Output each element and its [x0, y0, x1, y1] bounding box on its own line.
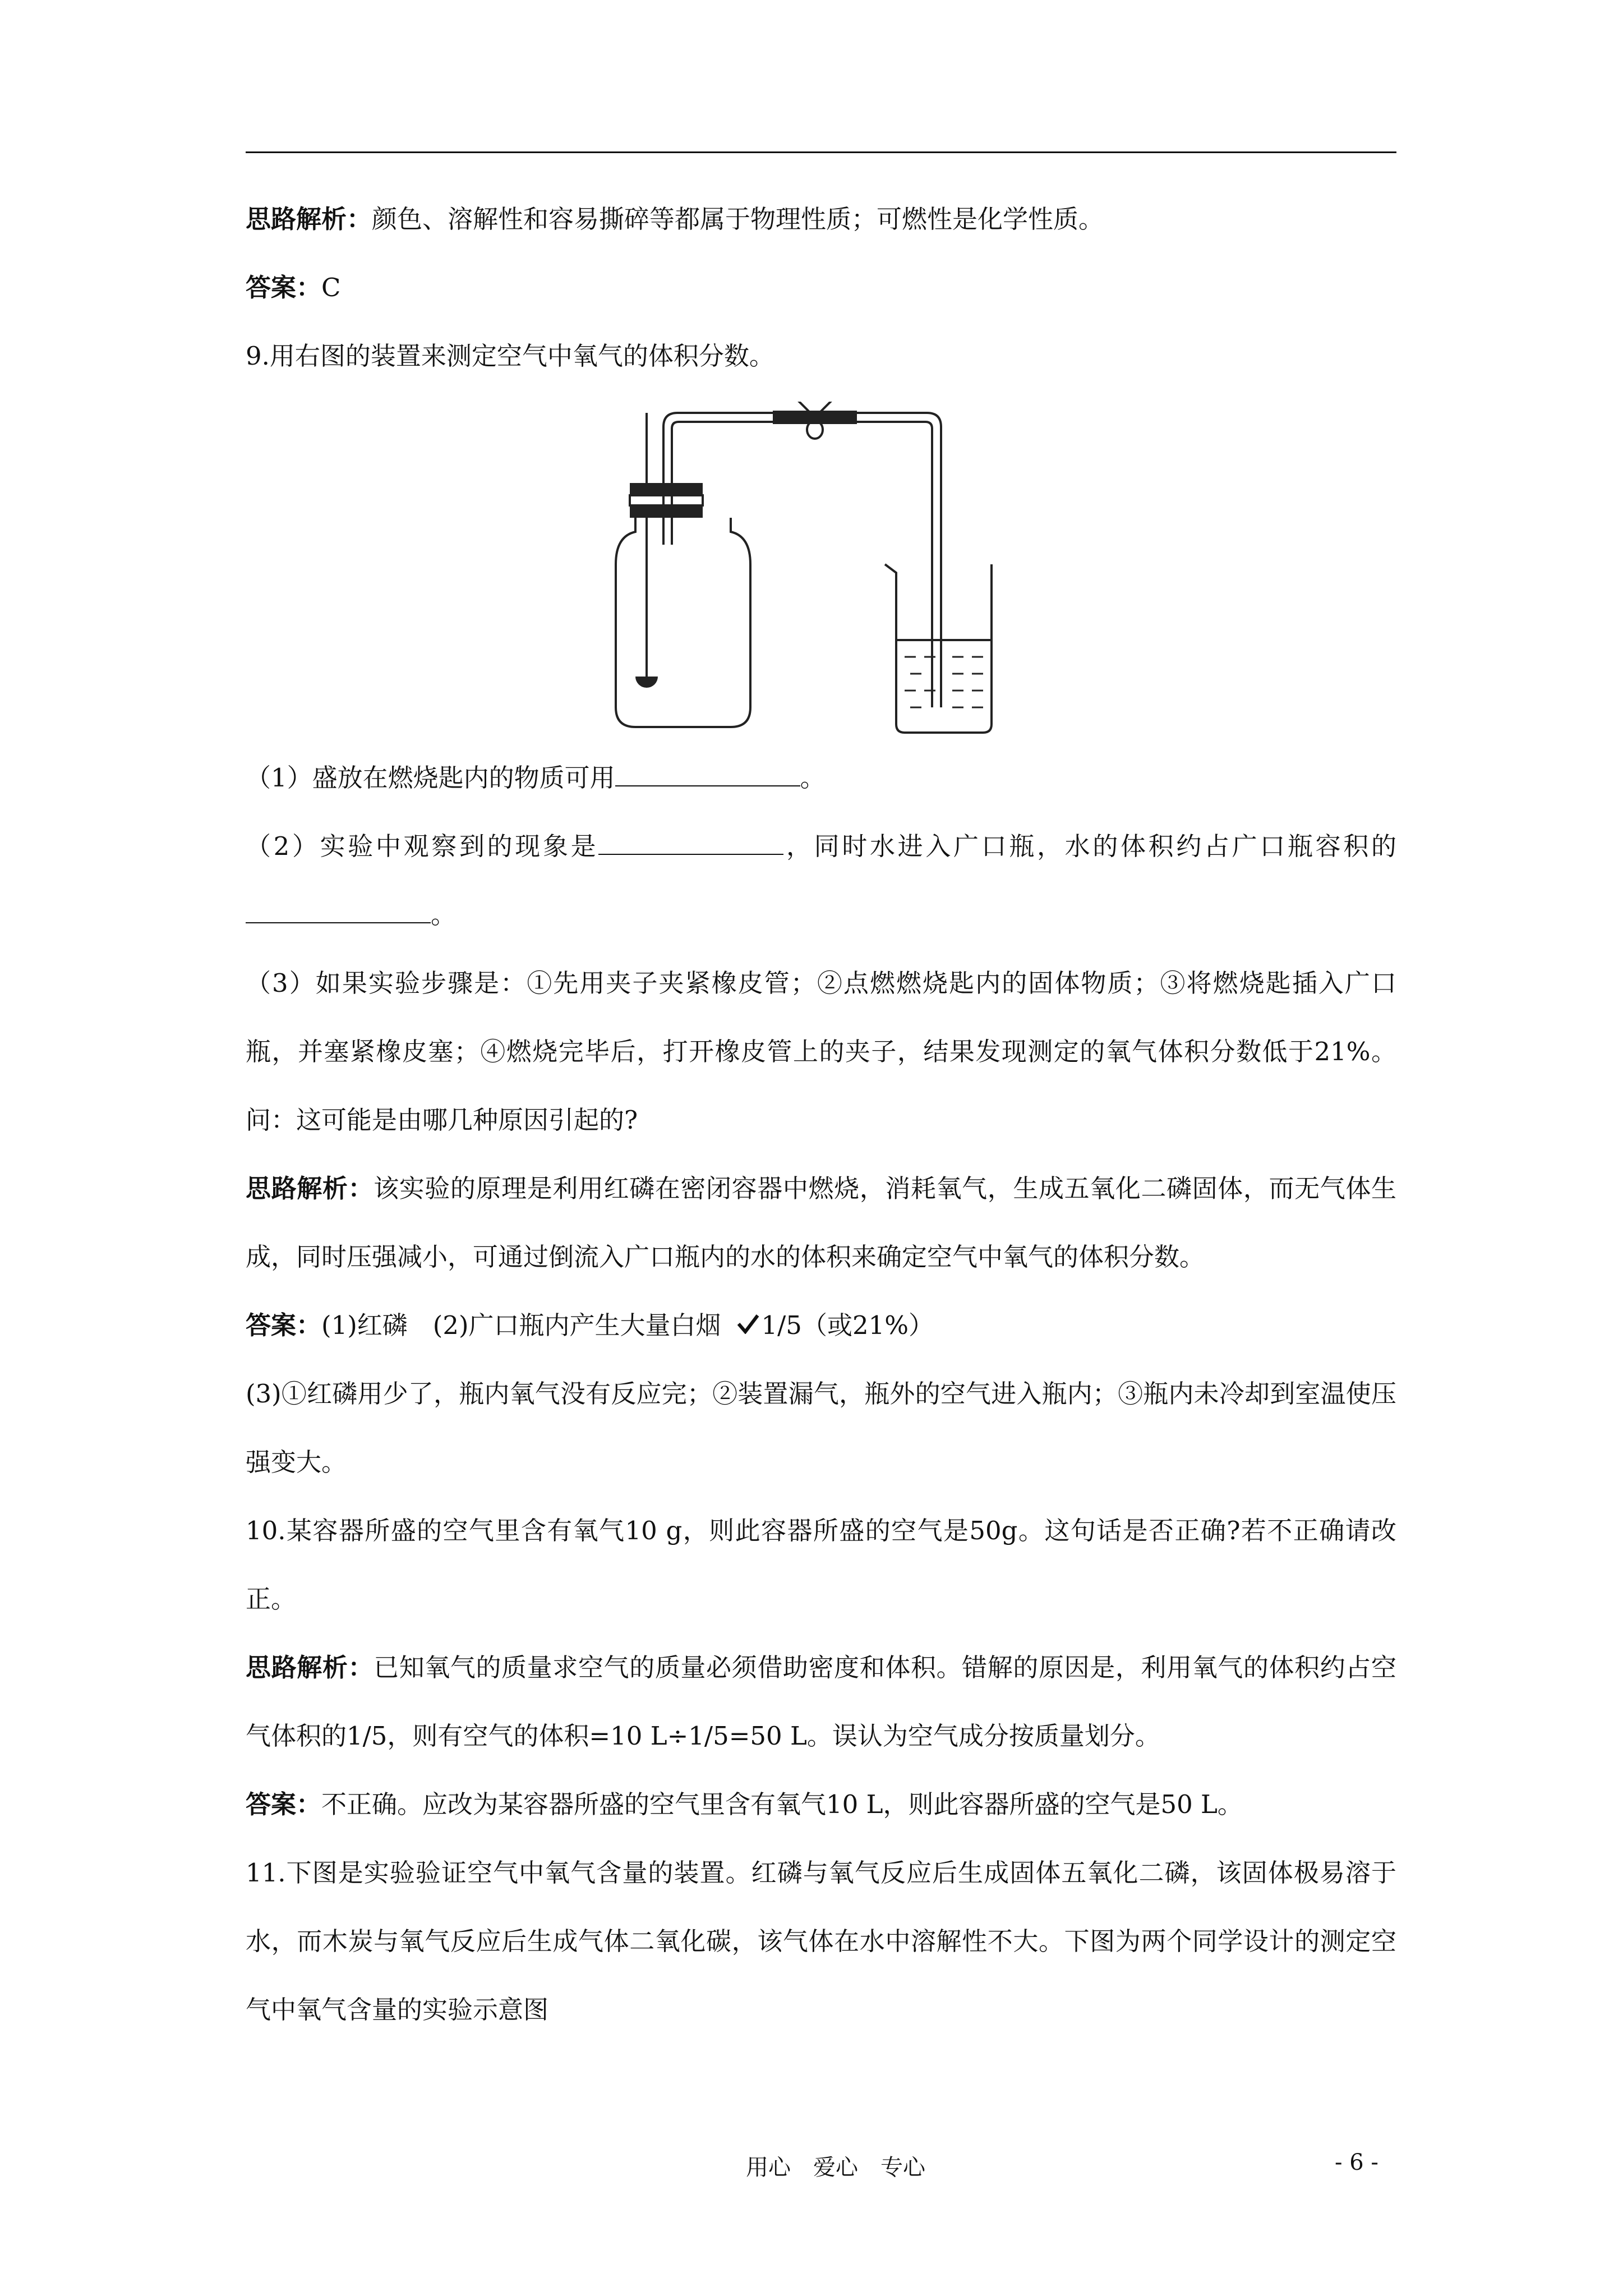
q8-analysis [246, 202, 1396, 237]
q10-answer-label: 答案： [246, 1789, 322, 1819]
q10-analysis-label: 思路解析： [246, 1653, 374, 1682]
q8-analysis-label: 思路解析： [246, 204, 372, 234]
q9-answer-3: (3)①红磷用少了，瓶内氧气没有反应完；②装置漏气，瓶外的空气进入瓶内；③瓶内未冷却到室温使压强变大。 [246, 1379, 1396, 1477]
q9-answer-label: 答案： [246, 1310, 322, 1340]
answer-blank-1[interactable] [615, 763, 800, 786]
answer-blank-2[interactable] [598, 831, 783, 855]
q9-sub2-end: 。 [431, 900, 457, 930]
delivery-tube-outer [663, 413, 941, 707]
footer-slogan: 用心 爱心 专心 [746, 2155, 925, 2180]
page-number: - 6 - [1335, 2150, 1378, 2175]
q9-sub1-end: 。 [800, 763, 826, 793]
q10-answer [246, 1787, 1396, 1822]
q10-answer-text: 不正确。应改为某容器所盛的空气里含有氧气10 L，则此容器所盛的空气是50 L。 [321, 1789, 1243, 1819]
apparatus-diagram [582, 402, 1008, 749]
stopper-top [630, 483, 703, 495]
q9-sub1-text: （1）盛放在燃烧匙内的物质可用 [246, 763, 615, 793]
check-mark-icon [737, 1308, 759, 1343]
water-lines [905, 657, 983, 707]
q9-title: 9.用右图的装置来测定空气中氧气的体积分数。 [246, 341, 774, 371]
q9-answer [246, 1308, 1396, 1343]
header-rule [246, 151, 1396, 153]
q8-answer-text: C [321, 273, 341, 302]
q9-answer-part1: (1)红磷 (2)广口瓶内产生大量白烟 [321, 1310, 721, 1340]
page-footer [0, 2150, 1623, 2183]
q9-analysis-text: 该实验的原理是利用红磷在密闭容器中燃烧，消耗氧气，生成五氧化二磷固体，而无气体生成，同时压强减小，可通过倒流入广口瓶内的水的体积来确定空气中氧气的体积分数。 [246, 1174, 1396, 1272]
q11-title: 11.下图是实验验证空气中氧气含量的装置。红磷与氧气反应后生成固体五氧化二磷，该固体极易溶于水，而木炭与氧气反应后生成气体二氧化碳，该气体在水中溶解性不大。下图为两个同学设计的测定空气中氧气含量的实验示意图 [246, 1858, 1396, 2024]
q9-answer-part2: 1/5（或21%） [761, 1310, 934, 1340]
q9-sub2-text: （2）实验中观察到的现象是 [246, 831, 599, 861]
combustion-spoon [635, 677, 658, 688]
q9-sub1 [246, 761, 1396, 795]
delivery-tube-inner [672, 422, 932, 707]
answer-blank-3[interactable] [246, 900, 431, 923]
q9-analysis [246, 1154, 1396, 1291]
q8-answer [246, 270, 1396, 305]
q9-sub2 [246, 812, 1396, 949]
q8-answer-label: 答案： [246, 273, 322, 302]
q10-title: 10.某容器所盛的空气里含有氧气10 g，则此容器所盛的空气是50g。这句话是否正确?若不正确请改正。 [246, 1516, 1396, 1614]
stopper-middle [630, 495, 703, 505]
q9-sub3: （3）如果实验步骤是：①先用夹子夹紧橡皮管；②点燃燃烧匙内的固体物质；③将燃烧匙插入广口瓶，并塞紧橡皮塞；④燃烧完毕后，打开橡皮管上的夹子，结果发现测定的氧气体积分数低于21%。问：这可能是由哪几种原因引起的? [246, 968, 1396, 1135]
apparatus-figure [246, 402, 1396, 749]
q9-sub2-middle: ，同时水进入广口瓶，水的体积约占广口瓶容积的 [783, 831, 1396, 861]
q9-analysis-label: 思路解析： [246, 1174, 374, 1203]
stopper-bottom [630, 505, 703, 518]
q10-analysis-text: 已知氧气的质量求空气的质量必须借助密度和体积。错解的原因是，利用氧气的体积约占空气体积的1/5，则有空气的体积=10 L÷1/5=50 L。误认为空气成分按质量划分。 [246, 1653, 1396, 1751]
q10-analysis [246, 1634, 1396, 1770]
q8-analysis-text: 颜色、溶解性和容易撕碎等都属于物理性质；可燃性是化学性质。 [372, 204, 1104, 234]
wide-mouth-bottle [616, 518, 750, 727]
page-content [246, 202, 1396, 2061]
